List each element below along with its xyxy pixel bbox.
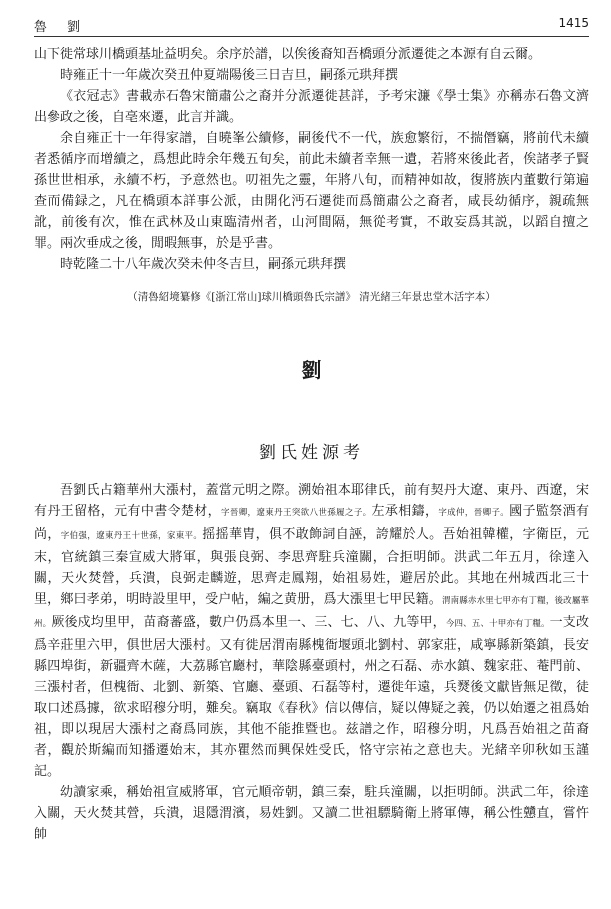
text-run: 厥後戍均里甲，苗裔蕃盛，數户仍爲本里一、三、七、八、九等甲， <box>51 615 446 630</box>
section-paragraph <box>34 480 589 782</box>
paragraph: 《衣冠志》書載赤石魯宋簡肅公之裔并分派遷徙甚詳，予考宋濂《學士集》亦稱赤石魯文濟出參政之後，自亳來遷，此言并識。 <box>34 89 589 125</box>
paragraph: 余自雍正十一年得家譜，自曉峯公續修，嗣後代不一代，族愈繁衍，不揣僭竊，將前代未續者悉循序而增續之，爲想此時余年幾五旬矣，前此未續者幸無一遺，若將來後此者，俟諸孝子賢孫世世相承，永續不朽，予意然也。叨祖先之靈，年將八旬，而精神如故，復將族内董數行第遍查而備録之，凡在橋頭本詳事公派，由開化沔石遷徙而爲簡肅公之裔者，咸長幼循序，親疏無訛，前後有次，惟在武林及山東臨清州者，山河間隔，無從考實，不敢妄爲其説，以蹈自擅之罪。兩次垂成之後，閒暇無事，於是乎書。 <box>34 131 589 251</box>
interlinear-note: 今四、五、十甲亦有丁糧。 <box>445 619 550 629</box>
page-body <box>34 44 589 845</box>
section-paragraph <box>34 782 589 845</box>
text-run: 國子監祭酒有尚， <box>34 504 589 542</box>
text-run: 左承相鑄， <box>371 504 439 519</box>
paragraph: 山下徙常球川橋頭基址益明矣。余序於譜，以俟後裔知吾橋頭分派遷徙之本源有自云爾。 <box>34 47 542 62</box>
text-run: 摇摇華胄，俱不敢飾詞自誣，誇耀於人。吾始祖韓權，字衛臣，元末，官統鎮三秦宣威大將軍，與張良弼、李思齊駐兵潼關，合拒明師。洪武二年五月，徐達入關，天火焚營，兵潰，良弼走麟遊，思齊走鳳翔，始祖易姓，避居於此。其地在州城西北三十里，鄉曰孝弟，明時設里甲，受户帖，編之黄册，爲大漲里七甲民籍。 <box>34 527 589 607</box>
running-head <box>34 14 589 37</box>
text-run: 吾劉氏占籍華州大漲村，蓋當元明之際。溯始祖本耶律氏，前有契丹大遼、東丹、西遼，宋有丹王留格，元有中書令楚材， <box>34 483 589 519</box>
page-number: 1415 <box>558 16 589 30</box>
source-citation: （清魯紹境纂修《[浙江常山]球川橋頭魯氏宗譜》 清光緒三年景忠堂木活字本） <box>127 291 496 303</box>
section-title: 劉氏姓源考 <box>259 443 364 463</box>
interlinear-note: 字成仲，晉卿子。 <box>438 508 510 518</box>
text-run: 一支改爲辛莊里六甲，俱世居大漲村。又有徙居渭南縣槐衙堰頭北劉村、郭家莊，咸寧縣新築鎮，長安縣四埠街，新疆齊木薩，大荔縣官廳村，華陰縣臺頭村，州之石磊、赤水鎮、魏家莊、菴門前、三漲村者，但槐衙、北劉、新築、官廳、臺頭、石磊等村，遷徙年遠，兵燹後文獻皆無足徵，徒取口述爲據，欲求昭穆分明，難矣。竊取《春秋》信以傳信，疑以傳疑之義，仍以始遷之祖爲始祖，即以現居大漲村之裔爲同族，其他不能推暨也。兹譜之作，昭穆分明，凡爲吾始祖之苗裔者，觀於斯編而知播遷始末，其亦瞿然而興保姓受氏，恪守宗祐之意也夫。光緒辛卯秋如玉謹記。 <box>34 615 589 779</box>
interlinear-note: 渭南縣赤水里七甲亦有丁糧，後改屬華州。 <box>34 596 589 629</box>
surname-heading: 劉 <box>301 358 322 382</box>
paragraph: 時雍正十一年歲次癸丑仲夏端陽後三日吉旦，嗣孫元珙拜撰 <box>60 68 399 83</box>
text-run: 幼讀家乘，稱始祖宣威將軍，官元順帝朝，鎮三秦，駐兵潼關，以拒明師。洪武二年，徐達入關，天火焚其營，兵潰，退隱渭濱，易姓劉。又讀二世祖驃騎衛上將軍傳，稱公性戇直，嘗忤帥 <box>34 785 589 842</box>
running-head-title: 魯 劉 <box>34 20 89 35</box>
paragraph: 時乾隆二十八年歲次癸未仲冬吉旦，嗣孫元珙拜撰 <box>60 257 347 272</box>
interlinear-note: 字晉卿，遼東丹王突欲八世孫履之子。 <box>220 508 372 518</box>
interlinear-note: 字伯强，遼東丹王十世孫，家東平。 <box>60 531 203 541</box>
